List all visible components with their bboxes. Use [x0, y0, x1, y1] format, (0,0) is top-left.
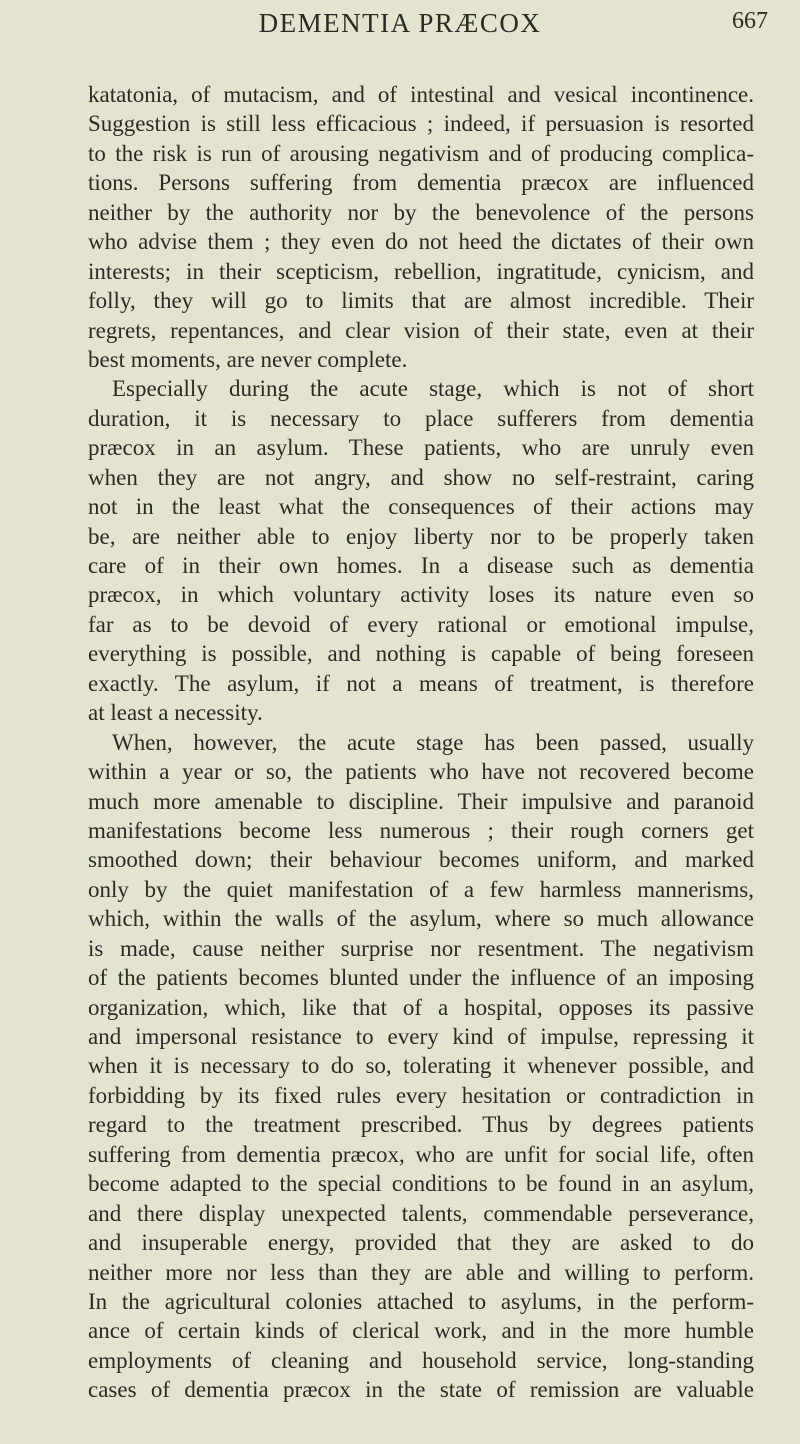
text-line: and there display unexpected talents, commendable perseverance,	[88, 1200, 754, 1226]
text-line: tions. Persons suffering from dementia præcox are influenced	[88, 170, 754, 196]
text-line: duration, it is necessary to place sufferers from dementia	[88, 405, 754, 431]
text-line: folly, they will go to limits that are almost incredible. Their	[88, 288, 754, 314]
text-line: become adapted to the special conditions to be found in an asylum,	[88, 1171, 754, 1197]
text-line: smoothed down; their behaviour becomes uniform, and marked	[88, 847, 754, 873]
text-line: when it is necessary to do so, tolerating it whenever possible, and	[88, 1053, 754, 1079]
text-line: interests; in their scepticism, rebellion, ingratitude, cynicism, and	[88, 258, 754, 284]
running-title: DEMENTIA PRÆCOX	[258, 8, 542, 38]
text-line: only by the quiet manifestation of a few harmless mannerisms,	[88, 876, 754, 902]
text-line: In the agricultural colonies attached to asylums, in the perform-	[88, 1288, 754, 1314]
text-line: regrets, repentances, and clear vision of their state, even at their	[88, 317, 754, 343]
text-line: katatonia, of mutacism, and of intestinal and vesical incontinence.	[88, 82, 754, 107]
text-line: when they are not angry, and show no self-restraint, caring	[88, 464, 754, 490]
body-text	[88, 80, 754, 1405]
text-line: neither by the authority nor by the benevolence of the persons	[88, 199, 754, 225]
text-line: to the risk is run of arousing negativism and of producing complica-	[88, 140, 754, 166]
running-head	[0, 6, 800, 46]
text-line: is made, cause neither surprise nor resentment. The negativism	[88, 935, 754, 961]
text-line: ance of certain kinds of clerical work, and in the more humble	[88, 1318, 754, 1344]
text-line: When, however, the acute stage has been passed, usually	[112, 729, 754, 755]
text-line: præcox, in which voluntary activity loses its nature even so	[88, 582, 754, 608]
text-line: who advise them ; they even do not heed the dictates of their own	[88, 229, 754, 255]
text-line: care of in their own homes. In a disease such as dementia	[88, 553, 754, 578]
text-line: at least a necessity.	[88, 700, 263, 726]
page-number: 667	[732, 8, 768, 34]
text-line: præcox in an asylum. These patients, who are unruly even	[88, 435, 754, 461]
text-line: employments of cleaning and household service, long-standing	[88, 1347, 754, 1373]
text-line: not in the least what the consequences of their actions may	[88, 494, 754, 520]
text-line: be, are neither able to enjoy liberty nor to be properly taken	[88, 523, 754, 549]
text-line: neither more nor less than they are able and willing to perform.	[88, 1259, 754, 1285]
text-line: of the patients becomes blunted under the influence of an imposing	[88, 965, 754, 991]
text-line: everything is possible, and nothing is capable of being foreseen	[88, 641, 754, 667]
text-line: far as to be devoid of every rational or emotional impulse,	[88, 611, 754, 637]
text-line: Suggestion is still less efficacious ; indeed, if persuasion is resorted	[88, 111, 754, 137]
text-line: organization, which, like that of a hospital, opposes its passive	[88, 994, 754, 1020]
text-line: suffering from dementia præcox, who are unfit for social life, often	[88, 1141, 754, 1167]
text-line: Especially during the acute stage, which is not of short	[112, 376, 754, 402]
text-line: cases of dementia præcox in the state of remission are valuable	[88, 1377, 754, 1403]
text-line: within a year or so, the patients who have not recovered become	[88, 759, 754, 785]
text-line: best moments, are never complete.	[88, 346, 408, 372]
text-line: forbidding by its fixed rules every hesitation or contradiction in	[88, 1082, 754, 1108]
text-line: regard to the treatment prescribed. Thus by degrees patients	[88, 1112, 754, 1138]
text-line: which, within the walls of the asylum, where so much allowance	[88, 906, 754, 932]
text-line: and insuperable energy, provided that they are asked to do	[88, 1230, 754, 1256]
text-line: and impersonal resistance to every kind of impulse, repressing it	[88, 1024, 754, 1049]
text-line: exactly. The asylum, if not a means of treatment, is therefore	[88, 670, 754, 696]
text-line: much more amenable to discipline. Their impulsive and paranoid	[88, 788, 754, 814]
text-line: manifestations become less numerous ; their rough corners get	[88, 817, 754, 843]
